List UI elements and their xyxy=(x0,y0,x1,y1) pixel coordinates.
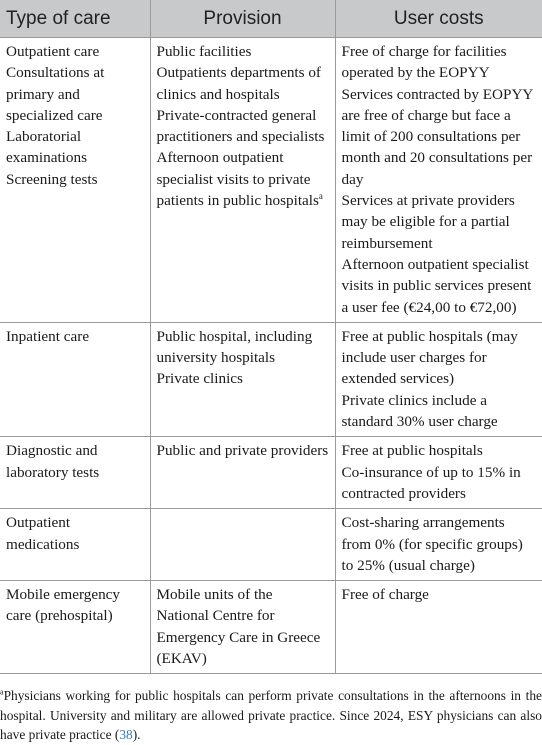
footnote-text-end: ). xyxy=(132,727,141,742)
header-user-costs: User costs xyxy=(335,0,542,38)
table-header xyxy=(0,0,542,38)
provision-cell-line: Public hospital, including university hospitals xyxy=(156,327,313,367)
user-costs-cell-line: Co-insurance of up to 15% in contracted providers xyxy=(341,463,521,502)
user-costs-cell-line: Services contracted by EOPYY are free of charge but face a limit of 200 consultations per month and 20 consultations per day xyxy=(341,85,533,188)
user-costs-cell xyxy=(335,509,542,581)
header-provision: Provision xyxy=(150,0,335,38)
provision-cell xyxy=(150,38,335,323)
user-costs-cell xyxy=(335,322,542,436)
type-of-care-cell xyxy=(0,581,150,674)
user-costs-cell-line: Free of charge for facilities operated by the EOPYY xyxy=(341,43,507,82)
header-type-of-care: Type of care xyxy=(0,0,150,38)
footnote-text: Physicians working for public hospitals can perform private consultations in the afternoons in the hospital. University and military are allowed private practice. Since 2024, ESY physicians can also have private practice ( xyxy=(0,688,542,742)
provision-cell xyxy=(150,509,335,581)
provision-cell-line: Private clinics xyxy=(156,370,243,388)
type-of-care-cell-line: Screening tests xyxy=(6,170,98,188)
type-of-care-cell xyxy=(0,437,150,509)
table-footnote xyxy=(0,686,542,745)
user-costs-cell-line: Services at private providers may be eligible for a partial reimbursement xyxy=(341,192,515,252)
user-costs-cell-line: Free of charge xyxy=(341,586,429,604)
user-costs-cell-line: Private clinics include a standard 30% user charge xyxy=(341,391,498,431)
table-row xyxy=(0,509,542,581)
provision-cell xyxy=(150,322,335,436)
type-of-care-cell-line: Outpatient care xyxy=(6,43,100,60)
table-row xyxy=(0,38,542,323)
provision-cell-line: Public and private providers xyxy=(156,442,329,460)
user-costs-cell-line: Free at public hospitals (may include user charges for extended services) xyxy=(341,327,518,388)
type-of-care-cell-line: Laboratorial examinations xyxy=(6,128,87,167)
provision-cell xyxy=(150,437,335,509)
provision-cell-line: Mobile units of the National Centre for Emergency Care in Greece (EKAV) xyxy=(156,586,321,668)
type-of-care-cell-line: Consultations at primary and specialized care xyxy=(6,64,105,124)
provision-cell-line: Afternoon outpatient specialist visits to private patients in public hospitals xyxy=(156,149,319,210)
user-costs-cell xyxy=(335,38,542,323)
user-costs-cell xyxy=(335,581,542,674)
footnote-mark: a xyxy=(0,687,4,697)
table-row xyxy=(0,581,542,674)
table-body xyxy=(0,38,542,674)
user-costs-cell xyxy=(335,437,542,509)
provision-cell xyxy=(150,581,335,674)
type-of-care-cell xyxy=(0,38,150,323)
table-row xyxy=(0,322,542,436)
user-costs-cell-line: Cost-sharing arrangements from 0% (for specific groups) to 25% (usual charge) xyxy=(341,514,523,574)
citation-link[interactable]: 38 xyxy=(119,727,133,742)
provision-cell-line: Public facilities xyxy=(156,43,252,60)
type-of-care-cell-line: Diagnostic and laboratory tests xyxy=(6,442,100,481)
type-of-care-cell-line: Outpatient medications xyxy=(6,514,80,553)
type-of-care-cell xyxy=(0,509,150,581)
user-costs-cell-line: Afternoon outpatient specialist visits in public services present a user fee (€24,00 to €72,00) xyxy=(341,255,532,316)
footnote-marker: a xyxy=(318,191,323,202)
provision-cell-line: Private-contracted general practitioners and specialists xyxy=(156,106,325,146)
provision-cell-line: Outpatients departments of clinics and hospitals xyxy=(156,64,321,103)
type-of-care-cell-line: Mobile emergency care (prehospital) xyxy=(6,586,121,625)
type-of-care-cell-line: Inpatient care xyxy=(6,327,90,345)
user-costs-cell-line: Free at public hospitals xyxy=(341,442,483,460)
type-of-care-cell xyxy=(0,322,150,436)
table-row xyxy=(0,437,542,509)
